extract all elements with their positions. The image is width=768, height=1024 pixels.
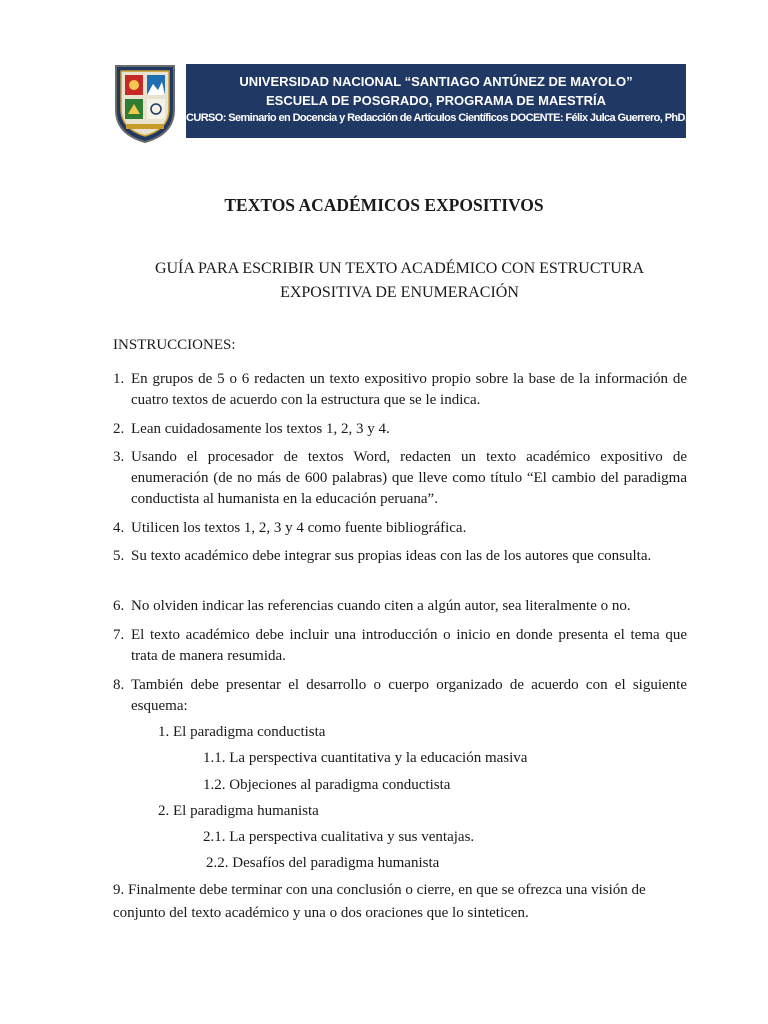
instruction-item (113, 596, 687, 617)
item-number: 7. (113, 627, 125, 643)
item-text: Usando el procesador de textos Word, redacten un texto académico expositivo de enumeración (de no más de 600 palabras) que lleve como título “El cambio del paradigma conductista al humanista en la educación peruana”. (131, 449, 687, 507)
item-number: 6. (113, 598, 125, 614)
item-number: 8. (113, 677, 125, 693)
instruction-item (113, 369, 687, 411)
item-number: 1. (113, 371, 125, 387)
item-text: Utilicen los textos 1, 2, 3 y 4 como fuente bibliográfica. (131, 520, 467, 536)
outline-subsection: 1.2. Objeciones al paradigma conductista (203, 777, 451, 793)
instructions-heading: INSTRUCCIONES: (113, 337, 236, 353)
item-number: 5. (113, 548, 125, 564)
instruction-item (113, 625, 687, 667)
instruction-item (113, 546, 687, 567)
outline-subsection: 2.1. La perspectiva cualitativa y sus ventajas. (203, 829, 475, 845)
item-text: También debe presentar el desarrollo o cuerpo organizado de acuerdo con el siguiente esquema: (131, 677, 687, 714)
outline-subsection: 1.1. La perspectiva cuantitativa y la educación masiva (203, 750, 528, 766)
outline-section: 2. El paradigma humanista (158, 803, 319, 819)
item-number: 3. (113, 449, 125, 465)
document-subtitle-line-1: GUÍA PARA ESCRIBIR UN TEXTO ACADÉMICO CON ESTRUCTURA (154, 260, 645, 277)
instruction-item (113, 419, 687, 440)
outline-section: 1. El paradigma conductista (158, 724, 326, 740)
school-name: ESCUELA DE POSGRADO, PROGRAMA DE MAESTRÍA (266, 93, 606, 108)
university-crest-icon (112, 62, 178, 144)
final-instruction: 9. Finalmente debe terminar con una conclusión o cierre, en que se ofrezca una visión de conjunto del texto académico y una o dos oraciones que lo sinteticen. (113, 882, 646, 921)
document-title: TEXTOS ACADÉMICOS EXPOSITIVOS (224, 195, 544, 215)
instruction-item (113, 518, 687, 539)
item-text: No olviden indicar las referencias cuando citen a algún autor, sea literalmente o no. (131, 598, 631, 614)
outline-subsection: 2.2. Desafíos del paradigma humanista (206, 855, 440, 871)
header-banner (186, 64, 686, 138)
item-text: En grupos de 5 o 6 redacten un texto expositivo propio sobre la base de la información de cuatro textos de acuerdo con la estructura que se le indica. (131, 371, 687, 408)
document-subtitle-line-2: EXPOSITIVA DE ENUMERACIÓN (280, 284, 519, 301)
university-name: UNIVERSIDAD NACIONAL “SANTIAGO ANTÚNEZ DE MAYOLO” (239, 74, 633, 89)
instruction-item (113, 447, 687, 510)
course-info: CURSO: Seminario en Docencia y Redacción de Artículos Científicos DOCENTE: Félix Julca Guerrero, PhD. (186, 112, 688, 124)
instruction-item (113, 675, 687, 717)
item-text: Su texto académico debe integrar sus propias ideas con las de los autores que consulta. (131, 548, 652, 564)
item-number: 4. (113, 520, 125, 536)
item-text: El texto académico debe incluir una introducción o inicio en donde presenta el tema que trata de manera resumida. (131, 627, 687, 664)
item-number: 2. (113, 421, 125, 437)
item-text: Lean cuidadosamente los textos 1, 2, 3 y 4. (131, 421, 390, 437)
